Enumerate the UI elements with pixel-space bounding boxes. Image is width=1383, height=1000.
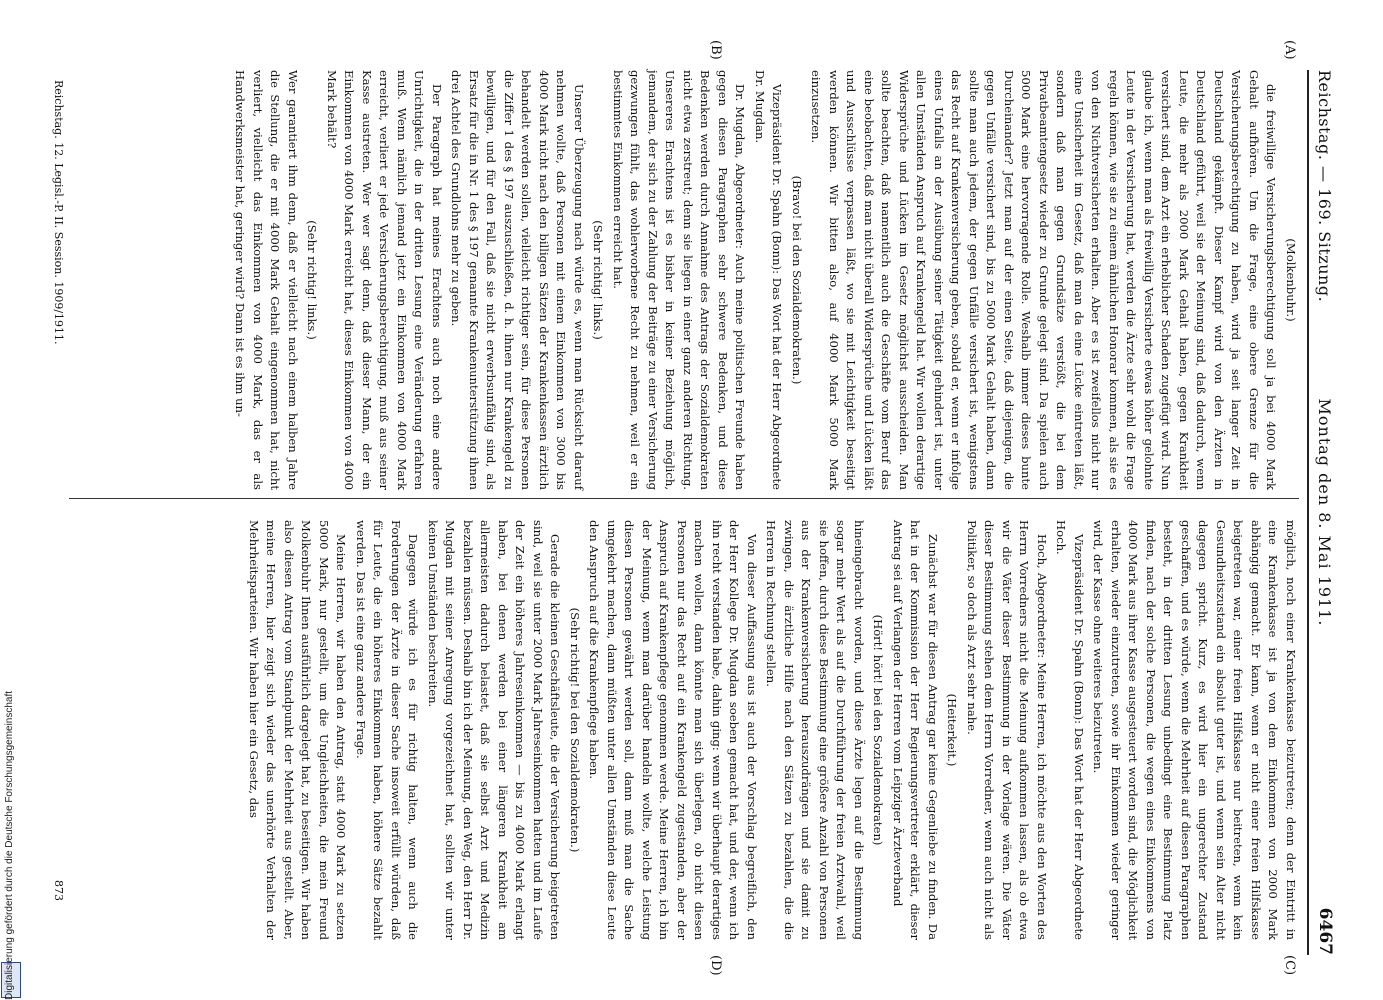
interjection: (Heiterkeit.) [945,693,960,767]
paragraph: Der Paragraph hat meines Erachtens auch noch eine andere Unrichtigkeit, die in der dritten Lesung eine Veränderung erfahren muß. Wenn nämlich jemand jetzt ein Einkommen von 4000 Mark erreicht, verliert er jede Versicherungsberechtigung, muß aus seiner Kasse austreten. Wer wer sagt denn, daß dieser Mann, der ein Einkommen von 4000 Mark erreicht hat, dieses Einkommen von 4000 Mark behält? [325,70,444,490]
footer-left: Reichstag. 12. Legisl.-P. II. Session. 1909/1911. [52,80,65,345]
footer-page-number: 873 [52,880,65,901]
margin-marker-b: (B) [708,40,723,60]
header-left: Reichstag. — 169. Sitzung. [1315,70,1334,303]
paragraph: die freiwillige Versicherungsberechtigung soll ja bei 4000 Mark Gehalt aufhören. Um die Frage, eine obere Grenze für die Versicherungsberechtigung zu haben, wird ja seit langer Zeit in Deutschland gekämpft. Dieser Kampf wird von den Ärzten in Deutschland geführt, weil sie der Meinung sind, daß dadurch, wenn Leute, die mehr als 2000 Mark Gehalt haben, gegen Krankheit versichert sind, dem Arzt ein erheblicher Schaden zugefügt wird. Nun glaube ich, wenn man als freiwillig Versicherte etwas höher gelohnte Leute in der Versicherung hat, werden die Ärzte sehr wohl die Frage regeln können, wie sie zu einem ähnlichen Honorar kommen, als sie es von den Nichtversicherten erhalten. Aber es ist zweifellos nicht nur eine Unsicherheit im Gesetz, daß man da eine Lücke eintreten läßt, sondern daß man gegen Grundsätze verstößt, die bei dem Privatbeamtengesetz wieder zu Grunde gelegt sind. Da spielen auch 5000 Mark eine hervorragende Rolle. Weshalb immer dieses bunte Durcheinander? Jetzt man auf der einen Seite, daß diejenigen, die gegen Unfälle versichert sind, bis zu 5000 Mark Gehalt haben, dann sollte man auch jedem, der gegen Unfälle versichert ist, wenigstens das Recht auf Krankenversicherung geben, sobald er, wenn er infolge eines Unfalls an der Ausübung seiner Tätigkeit gehindert ist, unter allen Umständen Anspruch auf Krankengeld hat. Wir wollen derartige Widersprüche und Lücken im Gesetz möglichst ausscheiden. Man sollte beachten, daß namentlich auch die Geschäfte vom Beruf das eine beobachten, daß man nicht überall Widersprüche und Lücken läßt und Ausschlüsse verpassen läßt, wo sie mit Leichtigkeit beseitigt werden können. Wir bitten also, auf 4000 Mark 5000 Mark einzusetzen. [809,70,1279,490]
paragraph: Wer garantiert ihm denn, daß er vielleicht nach einem halben Jahre die Stellung, die er mit 4000 Mark Gehalt eingenommen hat, nicht verliert, vielleicht das Einkommen von 4000 Mark, das er als Handwerksmeister hat, geringer wird? Dann ist es ihm un- [233,70,300,490]
page-number: 6467 [1315,907,1335,955]
paragraph: Dagegen würde ich es für richtig halten, wenn auch die Forderungen der Ärzte in dieser Sache insoweit erfüllt würden, daß für Leute, die ein höheres Einkommen haben, höhere Sätze bezahlt werden. Das ist eine ganz andere Frage. [354,520,421,940]
paragraph: Vizepräsident Dr. Spahn (Bonn): Das Wort hat der Herr Abgeordnete Hoch. [1054,520,1086,940]
interjection: (Hört! hört! bei den Sozialdemokraten) [871,614,886,846]
interjection: (Sehr richtig! links.) [591,220,606,340]
margin-marker-a: (A) [1282,40,1297,60]
interjection: (Sehr richtig! bei den Sozialdemokraten.) [568,607,582,853]
page-header [1307,70,1349,955]
paragraph: Von dieser Auffassung aus ist auch der Vorschlag begreiflich, den der Herr Kollege Dr. Mugdan soeben gemacht hat, und der, wenn ich ihn recht verstanden habe, dahin ging: wenn wir überhaupt derartiges machen wollen, dann könnte man sich überlegen, ob nicht diesen Personen nur das Recht auf ein Krankengeld zugestanden, aber der Anspruch auf Krankenpflege genommen werde. Meine Herren, ich bin der Meinung, wenn man darüber handeln wollte, welche Leistung diesen Personen gewährt werden soll, dann muß man die Sache umgekehrt machen, dann müßten unter allen Umständen diese Leute den Anspruch auf die Krankenpflege haben. [587,520,759,940]
interjection: (Bravo! bei den Sozialdemokraten.) [790,175,804,385]
paragraph: Dr. Mugdan, Abgeordneter: Auch meine politischen Freunde haben gegen diesen Paragraphen sehr schwere Bedenken, und diese Bedenken werden durch Annahme des Antrags der Sozialdemokraten nicht etwa zerstreut; denn sie liegen in einer ganz anderen Richtung. Unsereres Erachtens ist es bisher in keiner Beziehung möglich, jemandem, der sich zu der Zahlung der Beiträge zu einer Versicherung gezwungen fühlt, das wohlerworbene Recht zu nehmen, weil er ein bestimmtes Einkommen erreicht hat. [611,70,748,490]
paragraph: Gerade die kleinen Geschäftsleute, die der Versicherung beigetreten sind, weil sie unter 2000 Mark Jahreseinkommen hatten und im Laufe der Zeit ein höheres Jahreseinkommen — bis zu 4000 Mark erlangt haben, bei denen werden bei einer längeren Krankheit am allermeisten dadurch belastet, daß sie selbst Arzt und Medizin bezahlen müssen. Deshalb bin ich der Meinung, den Weg, den Herr Dr. Mugdan mit seiner Anregung vorgezeichnet hat, sollten wir unter keinen Umständen beschreiten. [426,520,563,940]
paragraph: Meine Herren, wir haben den Antrag, statt 4000 Mark zu setzen 5000 Mark, nur gestellt, um die Ungleichheiten, die mein Freund Molkenbuhr Ihnen ausführlich dargelegt hat, zu beseitigen. Wir haben also diesen Antrag vom Standpunkt der Mehrheit aus gestellt. Aber, meine Herren, hier zeigt sich wieder das unerhörte Verhalten der Mehrheitsparteien. Wir haben hier ein Gesetz, das [247,520,349,940]
margin-marker-c: (C) [1282,955,1297,976]
digitization-note: Digitalisierung gefördert durch die Deutsche Forschungsgemeinschaft [4,690,15,1000]
header-date: Montag den 8. Mai 1911. [1315,398,1334,627]
left-column [229,70,1299,490]
paragraph: Zunächst war für diesen Antrag gar keine Gegenliebe zu finden. Da hat in der Kommission der Herr Regierungsvertreter erklärt, dieser Antrag sei auf Verlangen der Herren vom Leipziger Ärzteverband [891,520,940,940]
interjection: (Sehr richtig! links.) [305,220,320,340]
paragraph: hineingebracht worden, und diese Ärzte legen auf die Bestimmung sogar mehr Wert als auf die Durchführung der freien Arztwahl, weil sie hoffen, durch diese Bestimmung eine größere Anzahl von Personen aus der Krankenversicherung herauszudrängen und sie damit zu zwingen, die ärztliche Hilfe nach den Sätzen zu bezahlen, die die Herren in Rechnung stellen. [764,520,866,940]
paragraph: Hoch, Abgeordneter: Meine Herren, ich möchte aus den Worten des Herrn Vorredners nicht die Meinung aufkommen lassen, als ob etwa wir die Väter dieser Bestimmung in der Vorlage wären. Die Väter dieser Bestimmung stehen dem Herrn Vorredner, wenn auch nicht als Politiker, so doch als Arzt sehr nahe. [965,520,1049,940]
right-column [243,520,1300,940]
column-divider [69,498,1299,499]
speaker-tag: (Molkenbuhr.) [1284,238,1298,322]
paragraph: Vizepräsident Dr. Spahn (Bonn): Das Wort hat der Herr Abgeordnete Dr. Mugdan. [753,70,785,490]
paragraph: Unserer Überzeugung nach würde es, wenn man Rücksicht darauf nehmen wollte, daß Personen mit einem Einkommen von 3000 bis 4000 Mark nicht nach den billigen Sätzen der Krankenkassen ärztlich behandelt werden sollen, vielleicht richtiger sein, für diese Personen die Ziffer 1 des § 197 auszuschließen, d. h. ihnen nur Krankengeld zu bewilligen, und für den Fall, daß sie nicht erwerbsunfähig sind, als Ersatz für die in Nr. 1 des § 197 genannte Krankenunterstützung ihnen drei Achtel des Grundlohns mehr zu geben. [449,70,586,490]
margin-marker-d: (D) [708,955,723,976]
paragraph: möglich, noch einer Krankenkasse beizutreten; denn der Eintritt in eine Krankenkasse ist ja von dem Einkommen von 2000 Mark abhängig gemacht. Er kann, wenn er nicht einer freien Hilfskasse beigetreten war, einer freien Hilfskasse nur beitreten, wenn kein Gesundheitszustand ein absolut guter ist, und wenn sein Alter nicht dagegen spricht. Kurz, es wird hier ein ungerechter Zustand geschaffen, und es würde, wenn die Mehrheit auf diesen Paragraphen besteht, in der dritten Lesung unbedingt eine Bestimmung Platz finden, nach der solche Personen, die wegen eines Einkommens von 4000 Mark aus ihrer Kasse ausgesteuert worden sind, die Möglichkeit erhalten, wieder einzutreten, sowie ihr Einkommen wieder geringer wird, der Kasse ohne weiteres beizutreten. [1091,520,1298,940]
